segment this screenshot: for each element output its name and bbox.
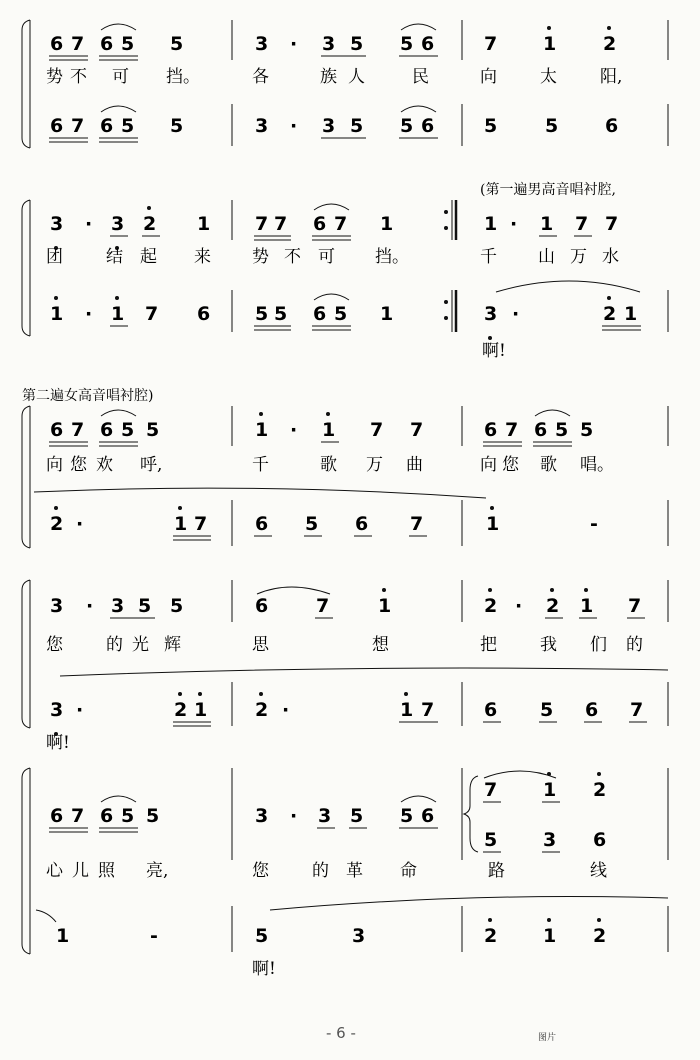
note: 5 bbox=[540, 699, 554, 721]
performance-annotation: (第一遍男高音唱衬腔, bbox=[480, 182, 616, 198]
note: 7 bbox=[628, 595, 642, 617]
note: 1 bbox=[50, 303, 64, 325]
note: 5 bbox=[170, 115, 184, 137]
lyric: 来 bbox=[194, 247, 211, 267]
note: 3 bbox=[318, 805, 332, 827]
note: 6 bbox=[534, 419, 548, 441]
note: 5 bbox=[170, 33, 184, 55]
note: 5 bbox=[400, 115, 414, 137]
note: 1 bbox=[380, 303, 394, 325]
note: 6 bbox=[100, 115, 114, 137]
note: 1 bbox=[255, 419, 269, 441]
note: 1 bbox=[380, 213, 394, 235]
system-brace bbox=[22, 20, 30, 148]
note: 7 bbox=[334, 213, 348, 235]
slur bbox=[101, 24, 136, 30]
lyric: 您 bbox=[46, 635, 63, 655]
note: 5 bbox=[255, 303, 269, 325]
lyric: 的 bbox=[106, 635, 123, 655]
note: 7 bbox=[145, 303, 159, 325]
lyric: 革 bbox=[346, 861, 363, 881]
note: 7 bbox=[605, 213, 619, 235]
note: 2 bbox=[174, 699, 188, 721]
lyric: 势 bbox=[252, 247, 269, 267]
note: 2 bbox=[603, 33, 617, 55]
note: 2 bbox=[603, 303, 617, 325]
note: 7 bbox=[274, 213, 288, 235]
lyric: 把 bbox=[480, 635, 497, 655]
slur bbox=[401, 24, 436, 30]
page-number: - 6 - bbox=[326, 1024, 356, 1042]
lyric: 结 bbox=[106, 247, 123, 267]
note: 7 bbox=[410, 419, 424, 441]
note: 3 bbox=[352, 925, 366, 947]
note: · bbox=[512, 303, 520, 325]
note: · bbox=[76, 513, 84, 535]
note: 6 bbox=[255, 513, 269, 535]
lyric: 歌 bbox=[320, 455, 337, 475]
note: · bbox=[510, 213, 518, 235]
lyric: 挡。 bbox=[166, 67, 200, 87]
note: 1 bbox=[322, 419, 336, 441]
lyric: 唱。 bbox=[580, 455, 614, 475]
lyric: 我 bbox=[540, 635, 557, 655]
lyric: 团 bbox=[46, 247, 63, 267]
note: 5 bbox=[255, 925, 269, 947]
note: 3 bbox=[111, 595, 125, 617]
lyric: 歌 bbox=[540, 455, 557, 475]
note: 3 bbox=[111, 213, 125, 235]
note: 5 bbox=[170, 595, 184, 617]
lyric: 呼, bbox=[140, 455, 163, 475]
note: 1 bbox=[484, 213, 498, 235]
system-4 bbox=[22, 580, 668, 753]
note: · bbox=[85, 303, 93, 325]
lyric: 山 bbox=[538, 247, 555, 267]
note: 2 bbox=[484, 925, 498, 947]
note: 2 bbox=[484, 595, 498, 617]
note: 5 bbox=[121, 419, 135, 441]
note: 2 bbox=[50, 513, 64, 535]
lyric: 啊! bbox=[482, 341, 506, 361]
note: 2 bbox=[593, 779, 607, 801]
note: 1 bbox=[174, 513, 188, 535]
lyric: 千 bbox=[480, 247, 497, 267]
note: · bbox=[86, 595, 94, 617]
note: 6 bbox=[50, 419, 64, 441]
note: 5 bbox=[555, 419, 569, 441]
note: 6 bbox=[100, 33, 114, 55]
lyric: 们 bbox=[590, 635, 607, 655]
note: 7 bbox=[71, 805, 85, 827]
note: 5 bbox=[350, 115, 364, 137]
lyric: 势 bbox=[46, 67, 63, 87]
note: 2 bbox=[546, 595, 560, 617]
note: · bbox=[290, 115, 298, 137]
lyric: 万 bbox=[570, 247, 587, 267]
note: 1 bbox=[543, 33, 557, 55]
note: 3 bbox=[484, 303, 498, 325]
lyric: 千 bbox=[252, 455, 269, 475]
note: 7 bbox=[370, 419, 384, 441]
note: 2 bbox=[255, 699, 269, 721]
system-5 bbox=[22, 768, 668, 979]
note: 7 bbox=[484, 33, 498, 55]
lyric: 亮, bbox=[146, 861, 169, 881]
system-2 bbox=[22, 181, 668, 361]
note: 1 bbox=[624, 303, 638, 325]
note: 6 bbox=[50, 115, 64, 137]
divisi-brace bbox=[464, 776, 478, 852]
lyric: 心 bbox=[46, 861, 63, 881]
lyric: 思 bbox=[252, 635, 269, 655]
lyric: 您 bbox=[502, 455, 519, 475]
note: 3 bbox=[255, 805, 269, 827]
note: 6 bbox=[100, 419, 114, 441]
lyric: 的 bbox=[626, 635, 643, 655]
lyric: 阳, bbox=[600, 67, 623, 87]
lyric: 曲 bbox=[406, 455, 423, 475]
note: 7 bbox=[575, 213, 589, 235]
note: 5 bbox=[146, 805, 160, 827]
lyric: 辉 bbox=[164, 635, 181, 655]
lyric: 太 bbox=[540, 67, 557, 87]
note: - bbox=[150, 925, 158, 947]
note: 1 bbox=[111, 303, 125, 325]
lyric: 您 bbox=[252, 861, 269, 881]
lyric: 儿 bbox=[72, 861, 89, 881]
note: 7 bbox=[421, 699, 435, 721]
note: 1 bbox=[400, 699, 414, 721]
lyric: 啊! bbox=[252, 959, 276, 979]
note: 3 bbox=[50, 595, 64, 617]
note: · bbox=[282, 699, 290, 721]
note: 6 bbox=[484, 419, 498, 441]
note: · bbox=[290, 805, 298, 827]
note: · bbox=[290, 419, 298, 441]
lyric: 挡。 bbox=[375, 247, 409, 267]
performance-annotation: 第二遍女高音唱衬腔) bbox=[22, 388, 154, 404]
lyric: 不 bbox=[284, 247, 301, 267]
lyric: 命 bbox=[400, 861, 417, 881]
note: 6 bbox=[197, 303, 211, 325]
system-3 bbox=[22, 387, 668, 548]
lyric: 光 bbox=[132, 635, 149, 655]
lyric: 向 bbox=[480, 67, 497, 87]
note: 3 bbox=[543, 829, 557, 851]
note: 5 bbox=[350, 805, 364, 827]
lyric: 族 bbox=[320, 67, 337, 87]
note: 3 bbox=[322, 33, 336, 55]
note: 7 bbox=[630, 699, 644, 721]
note: 5 bbox=[484, 115, 498, 137]
note: 7 bbox=[71, 33, 85, 55]
note: 2 bbox=[143, 213, 157, 235]
note: 1 bbox=[540, 213, 554, 235]
lyric: 各 bbox=[252, 67, 269, 87]
lyric: 人 bbox=[348, 67, 365, 87]
note: 6 bbox=[100, 805, 114, 827]
note: 1 bbox=[194, 699, 208, 721]
lyric: 的 bbox=[312, 861, 329, 881]
note: 6 bbox=[255, 595, 269, 617]
lyric: 水 bbox=[602, 247, 619, 267]
margin-note: 图片 bbox=[538, 1033, 557, 1043]
note: 6 bbox=[421, 805, 435, 827]
note: 6 bbox=[355, 513, 369, 535]
note: 5 bbox=[121, 805, 135, 827]
lyric: 您 bbox=[70, 455, 87, 475]
note: 1 bbox=[56, 925, 70, 947]
note: 7 bbox=[194, 513, 208, 535]
note: - bbox=[590, 513, 598, 535]
note: 7 bbox=[255, 213, 269, 235]
note: 5 bbox=[305, 513, 319, 535]
note: 1 bbox=[580, 595, 594, 617]
note: 5 bbox=[350, 33, 364, 55]
note: 3 bbox=[255, 33, 269, 55]
note: · bbox=[290, 33, 298, 55]
note: 1 bbox=[197, 213, 211, 235]
lyric: 想 bbox=[372, 635, 389, 655]
note: 7 bbox=[410, 513, 424, 535]
note: 6 bbox=[313, 303, 327, 325]
note: 5 bbox=[138, 595, 152, 617]
note: 1 bbox=[543, 779, 557, 801]
note: 3 bbox=[50, 699, 64, 721]
note: 7 bbox=[71, 115, 85, 137]
note: 6 bbox=[313, 213, 327, 235]
note: · bbox=[76, 699, 84, 721]
lyric: 路 bbox=[488, 861, 505, 881]
note: 1 bbox=[543, 925, 557, 947]
note: 5 bbox=[146, 419, 160, 441]
note: 3 bbox=[50, 213, 64, 235]
lyric: 起 bbox=[140, 247, 157, 267]
note: 7 bbox=[484, 779, 498, 801]
lyric: 向 bbox=[480, 455, 497, 475]
system-1 bbox=[22, 20, 668, 148]
note: 6 bbox=[421, 115, 435, 137]
note: 1 bbox=[378, 595, 392, 617]
note: · bbox=[515, 595, 523, 617]
note: 5 bbox=[400, 805, 414, 827]
note: 7 bbox=[71, 419, 85, 441]
note: 5 bbox=[121, 115, 135, 137]
lyric: 向 bbox=[46, 455, 63, 475]
note: 6 bbox=[421, 33, 435, 55]
note: 2 bbox=[593, 925, 607, 947]
note: 7 bbox=[316, 595, 330, 617]
lyric: 民 bbox=[412, 67, 429, 87]
note: 5 bbox=[580, 419, 594, 441]
note: · bbox=[85, 213, 93, 235]
note: 7 bbox=[505, 419, 519, 441]
note: 6 bbox=[593, 829, 607, 851]
note: 3 bbox=[322, 115, 336, 137]
note: 6 bbox=[484, 699, 498, 721]
lyric: 啊! bbox=[46, 733, 70, 753]
lyric: 不 bbox=[70, 67, 87, 87]
note: 6 bbox=[50, 805, 64, 827]
note: 1 bbox=[486, 513, 500, 535]
note: 5 bbox=[484, 829, 498, 851]
lyric: 万 bbox=[366, 455, 383, 475]
note: 5 bbox=[545, 115, 559, 137]
lyric: 照 bbox=[98, 861, 115, 881]
note: 6 bbox=[50, 33, 64, 55]
note: 5 bbox=[400, 33, 414, 55]
note: 6 bbox=[605, 115, 619, 137]
note: 3 bbox=[255, 115, 269, 137]
note: 5 bbox=[121, 33, 135, 55]
lyric: 可 bbox=[318, 247, 335, 267]
note: 5 bbox=[334, 303, 348, 325]
note: 5 bbox=[274, 303, 288, 325]
lyric: 线 bbox=[590, 861, 607, 881]
note: 6 bbox=[585, 699, 599, 721]
lyric: 欢 bbox=[96, 455, 113, 475]
lyric: 可 bbox=[112, 67, 129, 87]
